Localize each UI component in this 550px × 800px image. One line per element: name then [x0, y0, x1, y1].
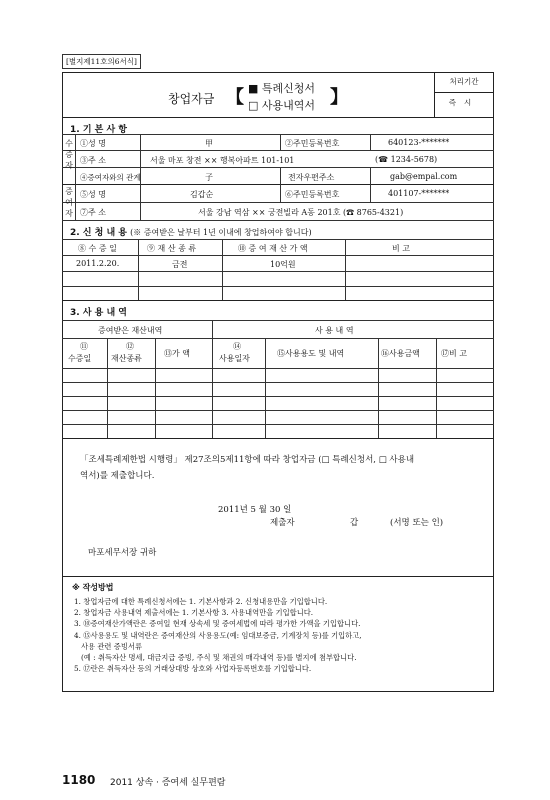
divider: [62, 134, 494, 135]
col13-label: ⑬가 액: [164, 349, 190, 358]
col12-label: 재산종류: [111, 354, 142, 363]
donee-phone[interactable]: (☎ 1234-5678): [375, 155, 438, 164]
name-label: ①성 명: [80, 139, 106, 148]
divider: [280, 134, 281, 151]
divider: [370, 167, 371, 202]
section3-heading: 3. 사 용 내 역: [70, 308, 127, 318]
option-special-application[interactable]: ■ 특례신청서: [248, 82, 316, 95]
form-label: [별지제11호의6서식]: [62, 54, 141, 69]
section2-heading: [70, 225, 312, 238]
divider: [62, 338, 494, 339]
note-item: 3. ⑩증여재산가액란은 증여일 현재 상속세 및 증여세법에 따라 평가한 가액을 기입합니다.: [74, 619, 361, 629]
divider: [138, 239, 139, 300]
donor-address[interactable]: 서울 강남 역삼 ×× 궁전빌라 A동 201호 (☎ 8765-4321): [198, 208, 404, 217]
relation-value[interactable]: 子: [205, 173, 213, 182]
divider: [62, 424, 494, 425]
address-label: ③주 소: [80, 156, 106, 165]
note-item: 4. ⑮사용용도 및 내역란은 증여재산의 사용용도(예: 임대보증금, 기계장치 등)를 기입하고,: [74, 630, 362, 640]
col12-number: ⑫: [126, 342, 134, 351]
divider: [370, 134, 371, 151]
form-title: 창업자금: [168, 92, 215, 106]
row-property-type[interactable]: 금전: [172, 260, 188, 269]
divider: [62, 167, 494, 168]
bracket-right: 】: [330, 87, 348, 108]
submitter-name[interactable]: 갑: [350, 518, 359, 528]
donee-label: [64, 138, 74, 171]
note-item: 사용 관련 증빙서류: [74, 641, 142, 651]
donee-label-text: 수증자: [65, 139, 73, 170]
notes-list: [74, 596, 492, 674]
section1-heading: 1. 기 본 사 항: [70, 125, 127, 135]
submitter-label: 제출자: [270, 518, 295, 528]
divider: [62, 382, 494, 383]
col-remarks: 비 고: [392, 244, 410, 253]
signature-note: (서명 또는 인): [390, 518, 444, 528]
divider: [155, 338, 156, 438]
divider: [62, 396, 494, 397]
col15-label: ⑮사용용도 및 내역: [277, 349, 345, 358]
submission-date[interactable]: 2011년 5 월 30 일: [218, 505, 292, 515]
email-value[interactable]: gab@empal.com: [390, 172, 458, 181]
divider: [62, 320, 494, 321]
divider: [75, 134, 76, 220]
divider: [62, 271, 494, 272]
divider: [434, 92, 494, 93]
divider: [62, 300, 494, 301]
bracket-left: 【: [226, 87, 244, 108]
divider: [345, 239, 346, 300]
statement-line2: 역서)를 제출합니다.: [80, 471, 155, 481]
col17-label: ⑰비 고: [441, 349, 467, 358]
donor-id[interactable]: 401107-*******: [388, 189, 450, 198]
processing-value: 즉시: [448, 98, 480, 107]
donee-address[interactable]: 서울 마포 창전 ×× 행복아파트 101-101: [150, 156, 295, 165]
col-receipt-date: ⑧ 수 증 일: [78, 244, 117, 253]
divider: [222, 239, 223, 300]
divider: [62, 184, 494, 185]
col14-label: 사용일자: [219, 354, 250, 363]
group-usage: 사 용 내 역: [315, 326, 354, 335]
divider: [378, 338, 379, 438]
donor-name-label: ⑤성 명: [80, 190, 106, 199]
divider: [280, 167, 281, 202]
divider: [212, 320, 213, 438]
donor-address-label: ⑦주 소: [80, 208, 106, 217]
divider: [436, 338, 437, 438]
col-gift-value: ⑩ 증 여 재 산 가 액: [238, 244, 308, 253]
donee-name[interactable]: 甲: [205, 139, 213, 148]
col-property-type: ⑨ 재 산 종 류: [147, 244, 197, 253]
option-usage-report[interactable]: □ 사용내역서: [248, 99, 316, 112]
recipient-office: 마포세무서장 귀하: [88, 548, 157, 558]
divider: [62, 438, 494, 439]
note-item: 1. 창업자금에 대한 특례신청서에는 1. 기본사항과 2. 신청내용만을 기입합니다.: [74, 597, 328, 606]
divider: [62, 255, 494, 256]
section2-note: (※ 증여받은 날부터 1년 이내에 창업하여야 합니다): [130, 228, 312, 237]
note-item: 5. ⑰란은 취득자산 등의 거래상대방 상호와 사업자등록번호를 기입합니다.: [74, 664, 312, 674]
donee-id[interactable]: 640123-*******: [388, 138, 450, 147]
col11-label: 수증일: [68, 354, 92, 363]
row-receipt-date[interactable]: 2011.2.20.: [76, 259, 120, 268]
divider: [62, 239, 494, 240]
divider: [265, 338, 266, 438]
donor-id-label: ⑥주민등록번호: [285, 190, 340, 199]
notes-heading: ※ 작성방법: [72, 583, 114, 592]
divider: [62, 410, 494, 411]
divider: [62, 286, 494, 287]
book-title: 2011 상속 · 증여세 실무편람: [110, 778, 226, 788]
donor-label: [64, 186, 74, 219]
email-label: 전자우편주소: [288, 173, 335, 182]
group-received-property: 증여받은 재산내역: [98, 326, 163, 335]
col11-number: ⑪: [80, 342, 88, 351]
relation-label: ④증여자와의 관계: [80, 173, 141, 182]
divider: [62, 202, 494, 203]
processing-label: 처리기간: [449, 77, 479, 86]
note-item: (예 : 취득자산 명세, 대금지급 증빙, 주식 및 채권의 매각내역 등)를 별지에 첨부합니다.: [74, 653, 357, 663]
page-number: 1180: [62, 773, 96, 787]
section2-title: 2. 신 청 내 용: [70, 228, 127, 238]
divider: [62, 220, 494, 221]
divider: [62, 368, 494, 369]
col16-label: ⑯사용금액: [381, 349, 420, 358]
donor-label-text: 증여자: [65, 187, 73, 218]
id-label: ②주민등록번호: [285, 139, 340, 148]
divider: [62, 150, 494, 151]
donor-name[interactable]: 김갑순: [190, 190, 214, 199]
row-gift-value[interactable]: 10억원: [270, 260, 296, 269]
divider: [62, 576, 494, 577]
divider: [107, 338, 108, 438]
note-item: 2. 창업자금 사용내역 제출서에는 1. 기본사항 3. 사용내역만을 기입합니다.: [74, 608, 314, 618]
col14-number: ⑭: [233, 342, 241, 351]
statement-line1: 「조세특례제한법 시행령」 제27조의5제11항에 따라 창업자금 (□ 특례신청서, □ 사용내: [80, 455, 415, 465]
statement: [80, 452, 480, 484]
